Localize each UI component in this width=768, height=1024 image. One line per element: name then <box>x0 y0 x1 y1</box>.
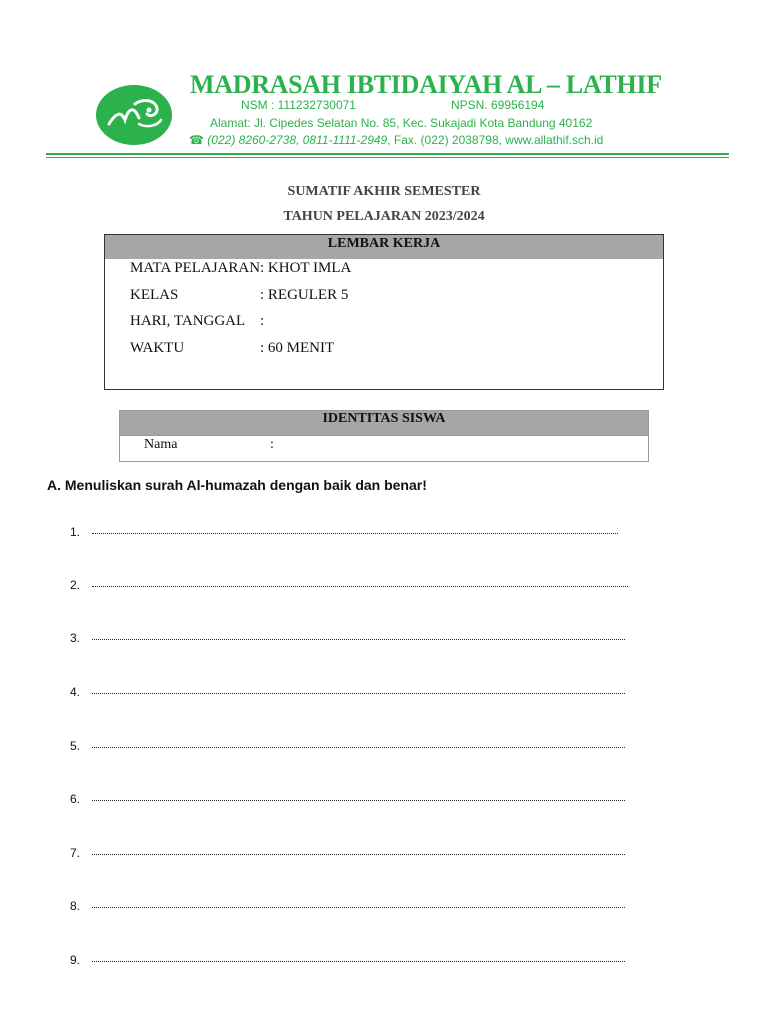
nsm-text: NSM : 111232730071 <box>241 98 356 112</box>
answer-line-7[interactable] <box>70 846 630 860</box>
header-divider <box>46 153 729 155</box>
answer-number: 6. <box>70 792 81 806</box>
answer-number: 9. <box>70 953 81 967</box>
field-value: : KHOT IMLA <box>260 260 352 276</box>
worksheet-heading: LEMBAR KERJA <box>105 235 663 259</box>
answer-number: 1. <box>70 525 81 539</box>
answer-line-1[interactable] <box>70 525 630 539</box>
answer-number: 5. <box>70 739 81 753</box>
fax-website: , Fax. (022) 2038798, www.allathif.sch.id <box>387 133 604 147</box>
field-label: HARI, TANGGAL <box>130 313 246 329</box>
address-text: Alamat: Jl. Cipedes Selatan No. 85, Kec. Sukajadi Kota Bandung 40162 <box>210 116 593 130</box>
answer-number: 4. <box>70 685 81 699</box>
school-logo <box>95 84 173 146</box>
answer-number: 7. <box>70 846 81 860</box>
dotted-line <box>92 799 625 801</box>
field-value: : <box>260 313 265 329</box>
answer-line-6[interactable] <box>70 792 630 806</box>
section-a-title: A. Menuliskan surah Al-humazah dengan baik dan benar! <box>47 477 427 493</box>
answer-line-2[interactable] <box>70 578 630 592</box>
answer-line-9[interactable] <box>70 953 630 967</box>
answer-line-3[interactable] <box>70 631 630 645</box>
answer-number: 8. <box>70 899 81 913</box>
answer-line-4[interactable] <box>70 685 630 699</box>
dotted-line <box>92 638 625 640</box>
field-label: MATA PELAJARAN <box>130 260 261 276</box>
name-field[interactable]: : <box>270 437 274 452</box>
field-value: : REGULER 5 <box>260 287 349 303</box>
answer-line-8[interactable] <box>70 899 630 913</box>
identity-heading: IDENTITAS SISWA <box>120 411 648 436</box>
field-label: WAKTU <box>130 340 185 356</box>
worksheet-box <box>104 234 664 390</box>
field-label: KELAS <box>130 287 179 303</box>
dotted-line <box>92 906 625 908</box>
dotted-line <box>92 692 625 694</box>
npsn-text: NPSN. 69956194 <box>451 98 545 112</box>
student-identity-box <box>119 410 649 462</box>
dotted-line <box>92 532 618 534</box>
school-name: MADRASAH IBTIDAIYAH AL – LATHIF <box>190 70 662 99</box>
answer-line-5[interactable] <box>70 739 630 753</box>
dotted-line <box>92 853 625 855</box>
name-label: Nama <box>144 437 178 452</box>
field-value: : 60 MENIT <box>260 340 335 356</box>
answer-number: 2. <box>70 578 81 592</box>
academic-year: TAHUN PELAJARAN 2023/2024 <box>283 209 485 224</box>
dotted-line <box>92 746 625 748</box>
exam-title: SUMATIF AKHIR SEMESTER <box>287 184 481 199</box>
header-divider-thin <box>46 157 729 158</box>
phone-numbers: (022) 8260-2738, 0811-1111-2949 <box>207 133 388 147</box>
dotted-line <box>92 960 625 962</box>
contact-line <box>189 133 603 147</box>
dotted-line <box>92 585 628 587</box>
answer-number: 3. <box>70 631 81 645</box>
phone-icon: ☎ <box>189 133 204 147</box>
